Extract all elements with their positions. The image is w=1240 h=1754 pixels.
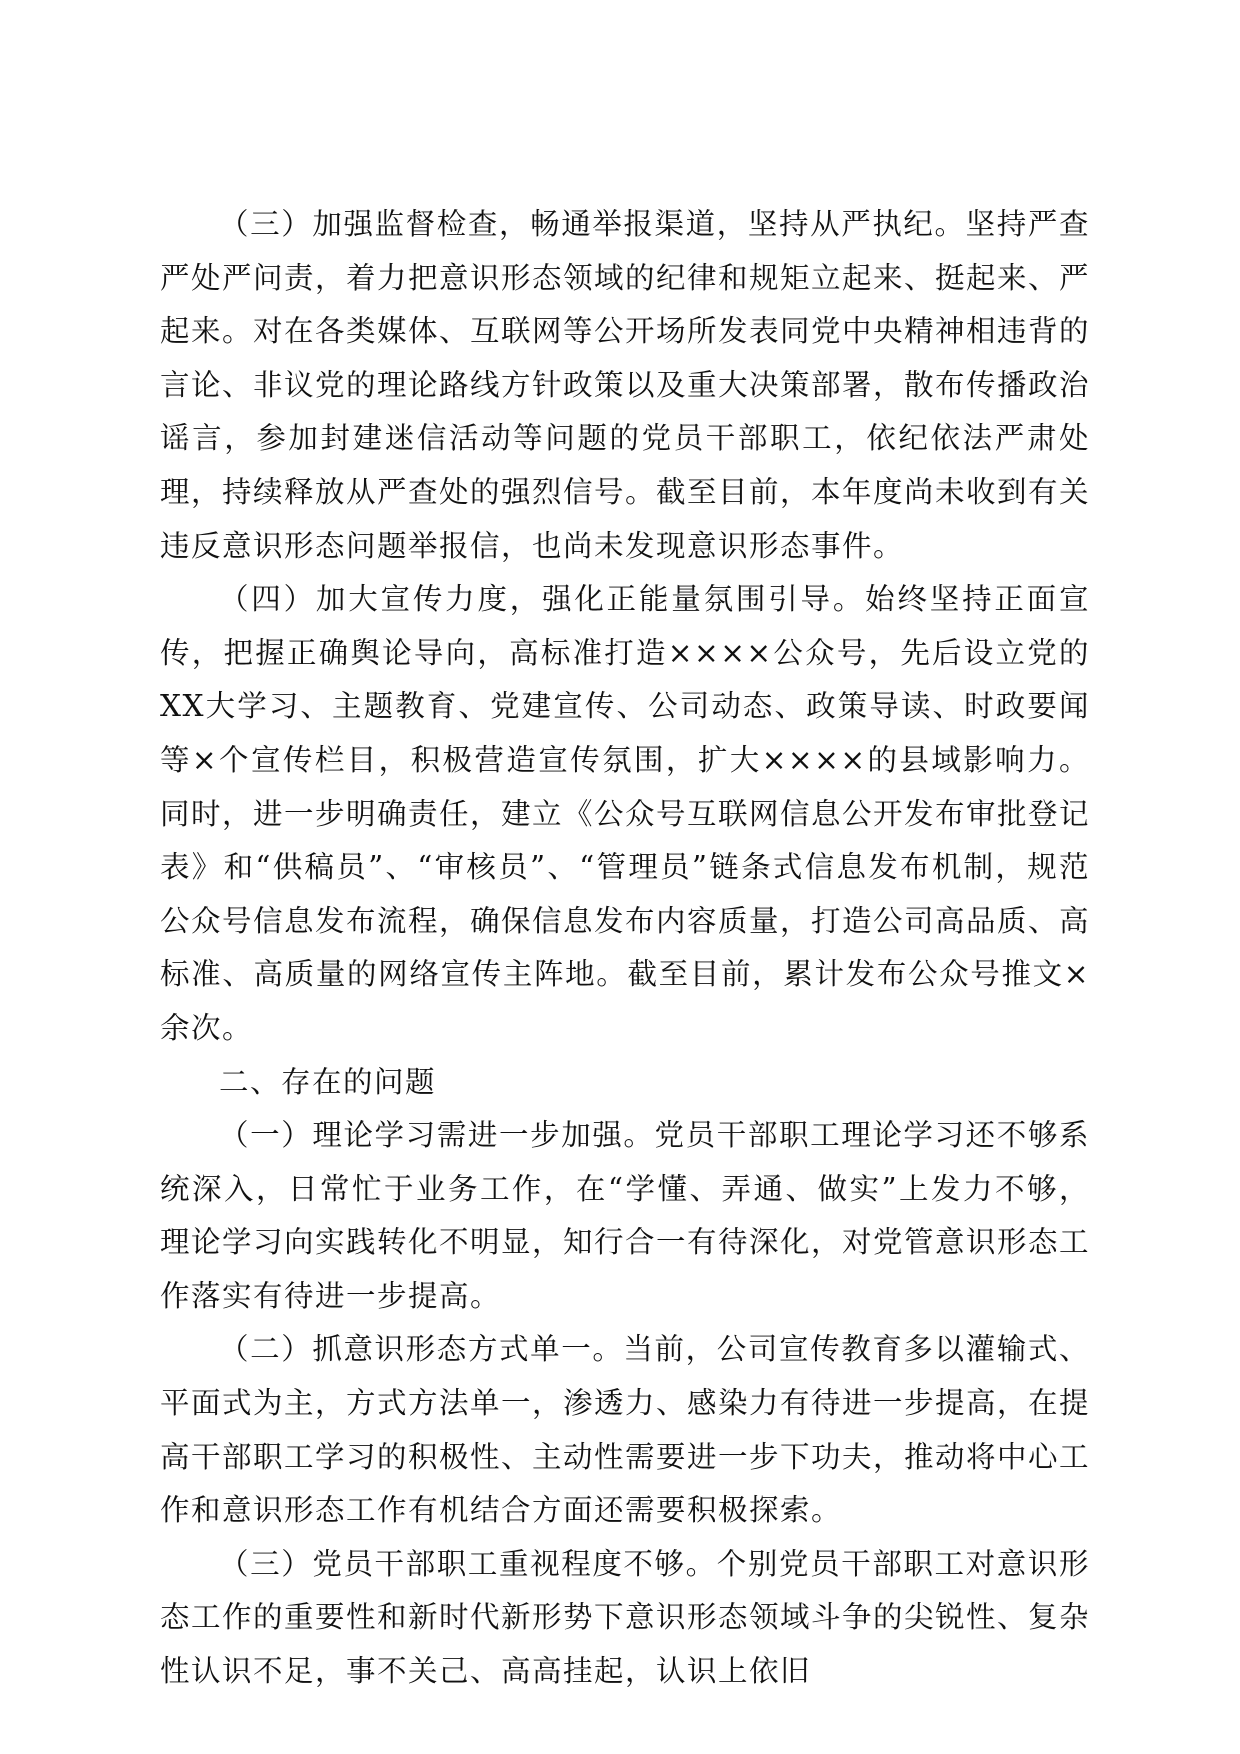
paragraph-methods: （二）抓意识形态方式单一。当前，公司宣传教育多以灌输式、平面式为主，方式方法单一，渗透力、感染力有待进一步提高，在提高干部职工学习的积极性、主动性需要进一步下功夫，推动将中心工作和意识形态工作有机结合方面还需要积极探索。 [160,1332,1091,1528]
section-heading-problems: 二、存在的问题 [219,1064,437,1099]
paragraph-publicity: （四）加大宣传力度，强化正能量氛围引导。始终坚持正面宣传，把握正确舆论导向，高标准打造××××公众号，先后设立党的XX大学习、主题教育、党建宣传、公司动态、政策导读、时政要闻等×个宣传栏目，积极营造宣传氛围，扩大××××的县域影响力。同时，进一步明确责任，建立《公众号互联网信息公开发布审批登记表》和“供稿员”、“审核员”、“管理员”链条式信息发布机制，规范公众号信息发布流程，确保信息发布内容质量，打造公司高品质、高标准、高质量的网络宣传主阵地。截至目前，累计发布公众号推文×余次。 [160,582,1091,1045]
paragraph-supervision: （三）加强监督检查，畅通举报渠道，坚持从严执纪。坚持严查严处严问责，着力把意识形态领域的纪律和规矩立起来、挺起来、严起来。对在各类媒体、互联网等公开场所发表同党中央精神相违背的言论、非议党的理论路线方针政策以及重大决策部署，散布传播政治谣言，参加封建迷信活动等问题的党员干部职工，依纪依法严肃处理，持续释放从严查处的强烈信号。截至目前，本年度尚未收到有关违反意识形态问题举报信，也尚未发现意识形态事件。 [160,207,1091,563]
paragraph-attention: （三）党员干部职工重视程度不够。个别党员干部职工对意识形态工作的重要性和新时代新形势下意识形态领域斗争的尖锐性、复杂性认识不足，事不关己、高高挂起，认识上依旧 [160,1546,1091,1689]
paragraph-theory-study: （一）理论学习需进一步加强。党员干部职工理论学习还不够系统深入，日常忙于业务工作，在“学懂、弄通、做实”上发力不够，理论学习向实践转化不明显，知行合一有待深化，对党管意识形态工作落实有待进一步提高。 [160,1118,1091,1313]
document-body [160,198,1090,1699]
